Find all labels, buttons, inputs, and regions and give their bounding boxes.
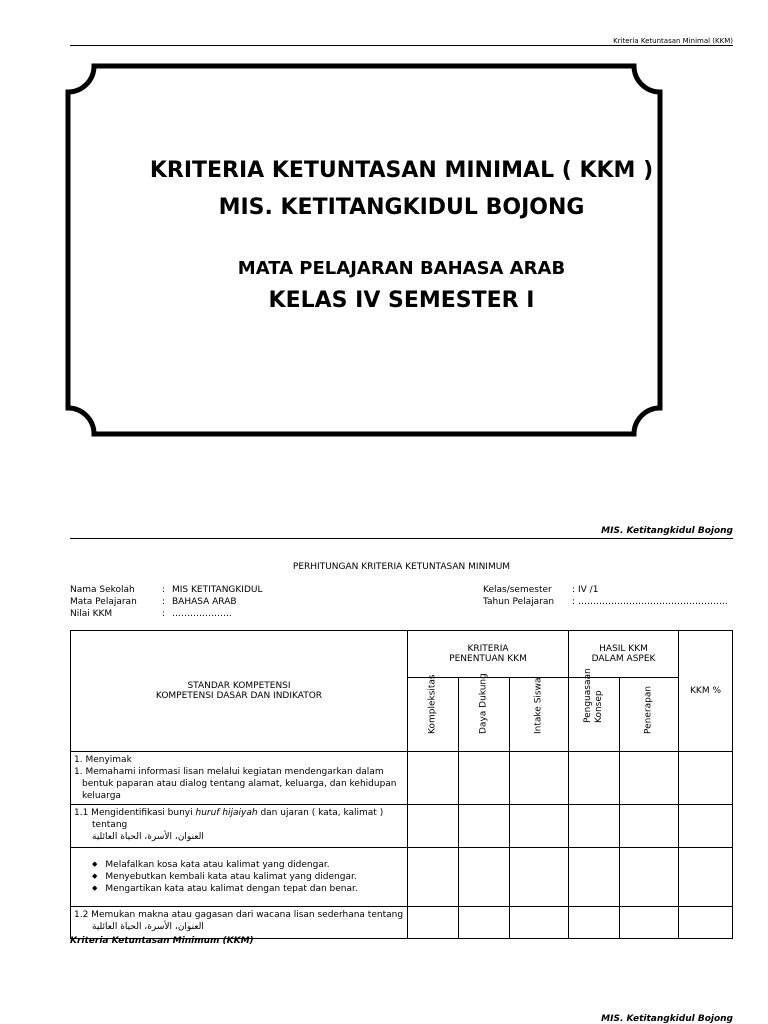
row-indikator (71, 848, 408, 907)
info-value-class: IV /1 (578, 585, 599, 595)
cell-empty (569, 907, 620, 939)
arabic-text: العنوان، الأسرة، الحياة العائلية (92, 922, 204, 932)
info-label-year: Tahun Pelajaran (483, 597, 555, 607)
footer-right-text: MIS. Ketitangkidul Bojong (601, 1014, 733, 1024)
info-value-subject: BAHASA ARAB (172, 597, 237, 607)
info-sep: : (162, 609, 166, 619)
info-sep: : (572, 597, 576, 607)
list-item: ◆ Melafalkan kosa kata atau kalimat yang didengar. (92, 859, 404, 871)
table-row (71, 805, 733, 848)
row-kd-1-1: 1.1 Mengidentifikasi bunyi huruf hijaiyah dan ujaran ( kata, kalimat ) tentang العنوان، الأسرة، الحياة العائلية (71, 805, 408, 848)
school-tag: MIS. Ketitangkidul Bojong (601, 526, 733, 536)
footer-left-text: Kriteria Ketuntasan Minimum (KKM) (70, 936, 254, 946)
cell-empty (569, 848, 620, 907)
cell-empty (679, 848, 733, 907)
row-kd-1-2: 1.2 Memukan makna atau gagasan dari wacana lisan sederhana tentang العنوان، الأسرة، الحياة العائلية (71, 907, 408, 939)
page-header-text: Kriteria Ketuntasan Minimal (KKM) (613, 37, 733, 45)
cell-empty (510, 752, 569, 805)
info-sep: : (572, 585, 576, 595)
header-kriteria: KRITERIA PENENTUAN KKM (408, 631, 569, 678)
cell-empty (620, 907, 679, 939)
info-label-subject: Mata Pelajaran (70, 597, 137, 607)
info-label-kkm: Nilai KKM (70, 609, 113, 619)
info-value-year: ………………………………………….. (578, 597, 728, 607)
cell-empty (510, 848, 569, 907)
section-rule (70, 538, 733, 539)
cell-empty (679, 805, 733, 848)
cell-empty (408, 848, 459, 907)
cell-empty (408, 805, 459, 848)
cell-empty (679, 752, 733, 805)
cell-empty (459, 805, 510, 848)
header-penerapan: Penerapan (620, 678, 679, 752)
cell-empty (459, 907, 510, 939)
info-value-school: MIS KETITANGKIDUL (172, 585, 263, 595)
info-sep: : (162, 597, 166, 607)
info-label-school: Nama Sekolah (70, 585, 135, 595)
info-value-kkm: ……………….. (172, 609, 232, 619)
cell-empty (620, 848, 679, 907)
kkm-table (70, 630, 733, 939)
info-label-class: Kelas/semester (483, 585, 552, 595)
header-standar-kompetensi: STANDAR KOMPETENSI KOMPETENSI DASAR DAN INDIKATOR (71, 631, 408, 752)
list-item: ◆ Mengartikan kata atau kalimat dengan tepat dan benar. (92, 883, 404, 895)
table-row (71, 752, 733, 805)
cell-empty (459, 848, 510, 907)
cell-empty (408, 752, 459, 805)
cover-title-line2: MIS. KETITANGKIDUL BOJONG (218, 195, 585, 220)
cell-empty (569, 752, 620, 805)
cell-empty (510, 805, 569, 848)
cell-empty (569, 805, 620, 848)
cover-title-line1: KRITERIA KETUNTASAN MINIMAL ( KKM ) (149, 158, 654, 183)
cover-class: KELAS IV SEMESTER I (268, 288, 535, 313)
cell-empty (620, 805, 679, 848)
header-kkm-percent: KKM % (679, 631, 733, 752)
header-rule (70, 45, 733, 46)
cell-empty (408, 907, 459, 939)
cell-empty (510, 907, 569, 939)
header-intake-siswa: Intake Siswa (510, 678, 569, 752)
cover-subject: MATA PELAJARAN BAHASA ARAB (237, 258, 566, 279)
table-row (71, 848, 733, 907)
row-standar-kompetensi: 1. Menyimak 1. Memahami informasi lisan melalui kegiatan mendengarkan dalam bentuk paparan atau dialog tentang alamat, keluarga, dan kehidupan keluarga (71, 752, 408, 805)
header-penguasaan-konsep: Penguasaan Konsep (569, 678, 620, 752)
cover-frame (64, 62, 664, 442)
arabic-text: العنوان، الأسرة، الحياة العائلية (92, 832, 204, 842)
header-hasil-kkm: HASIL KKM DALAM ASPEK (569, 631, 679, 678)
list-item: ◆ Menyebutkan kembali kata atau kalimat yang didengar. (92, 871, 404, 883)
table-row (71, 907, 733, 939)
header-kompleksitas: Kompleksitas (408, 678, 459, 752)
header-daya-dukung: Daya Dukung (459, 678, 510, 752)
cell-empty (459, 752, 510, 805)
document-title: PERHITUNGAN KRITERIA KETUNTASAN MINIMUM (292, 562, 511, 572)
cell-empty (620, 752, 679, 805)
cell-empty (679, 907, 733, 939)
info-sep: : (162, 585, 166, 595)
